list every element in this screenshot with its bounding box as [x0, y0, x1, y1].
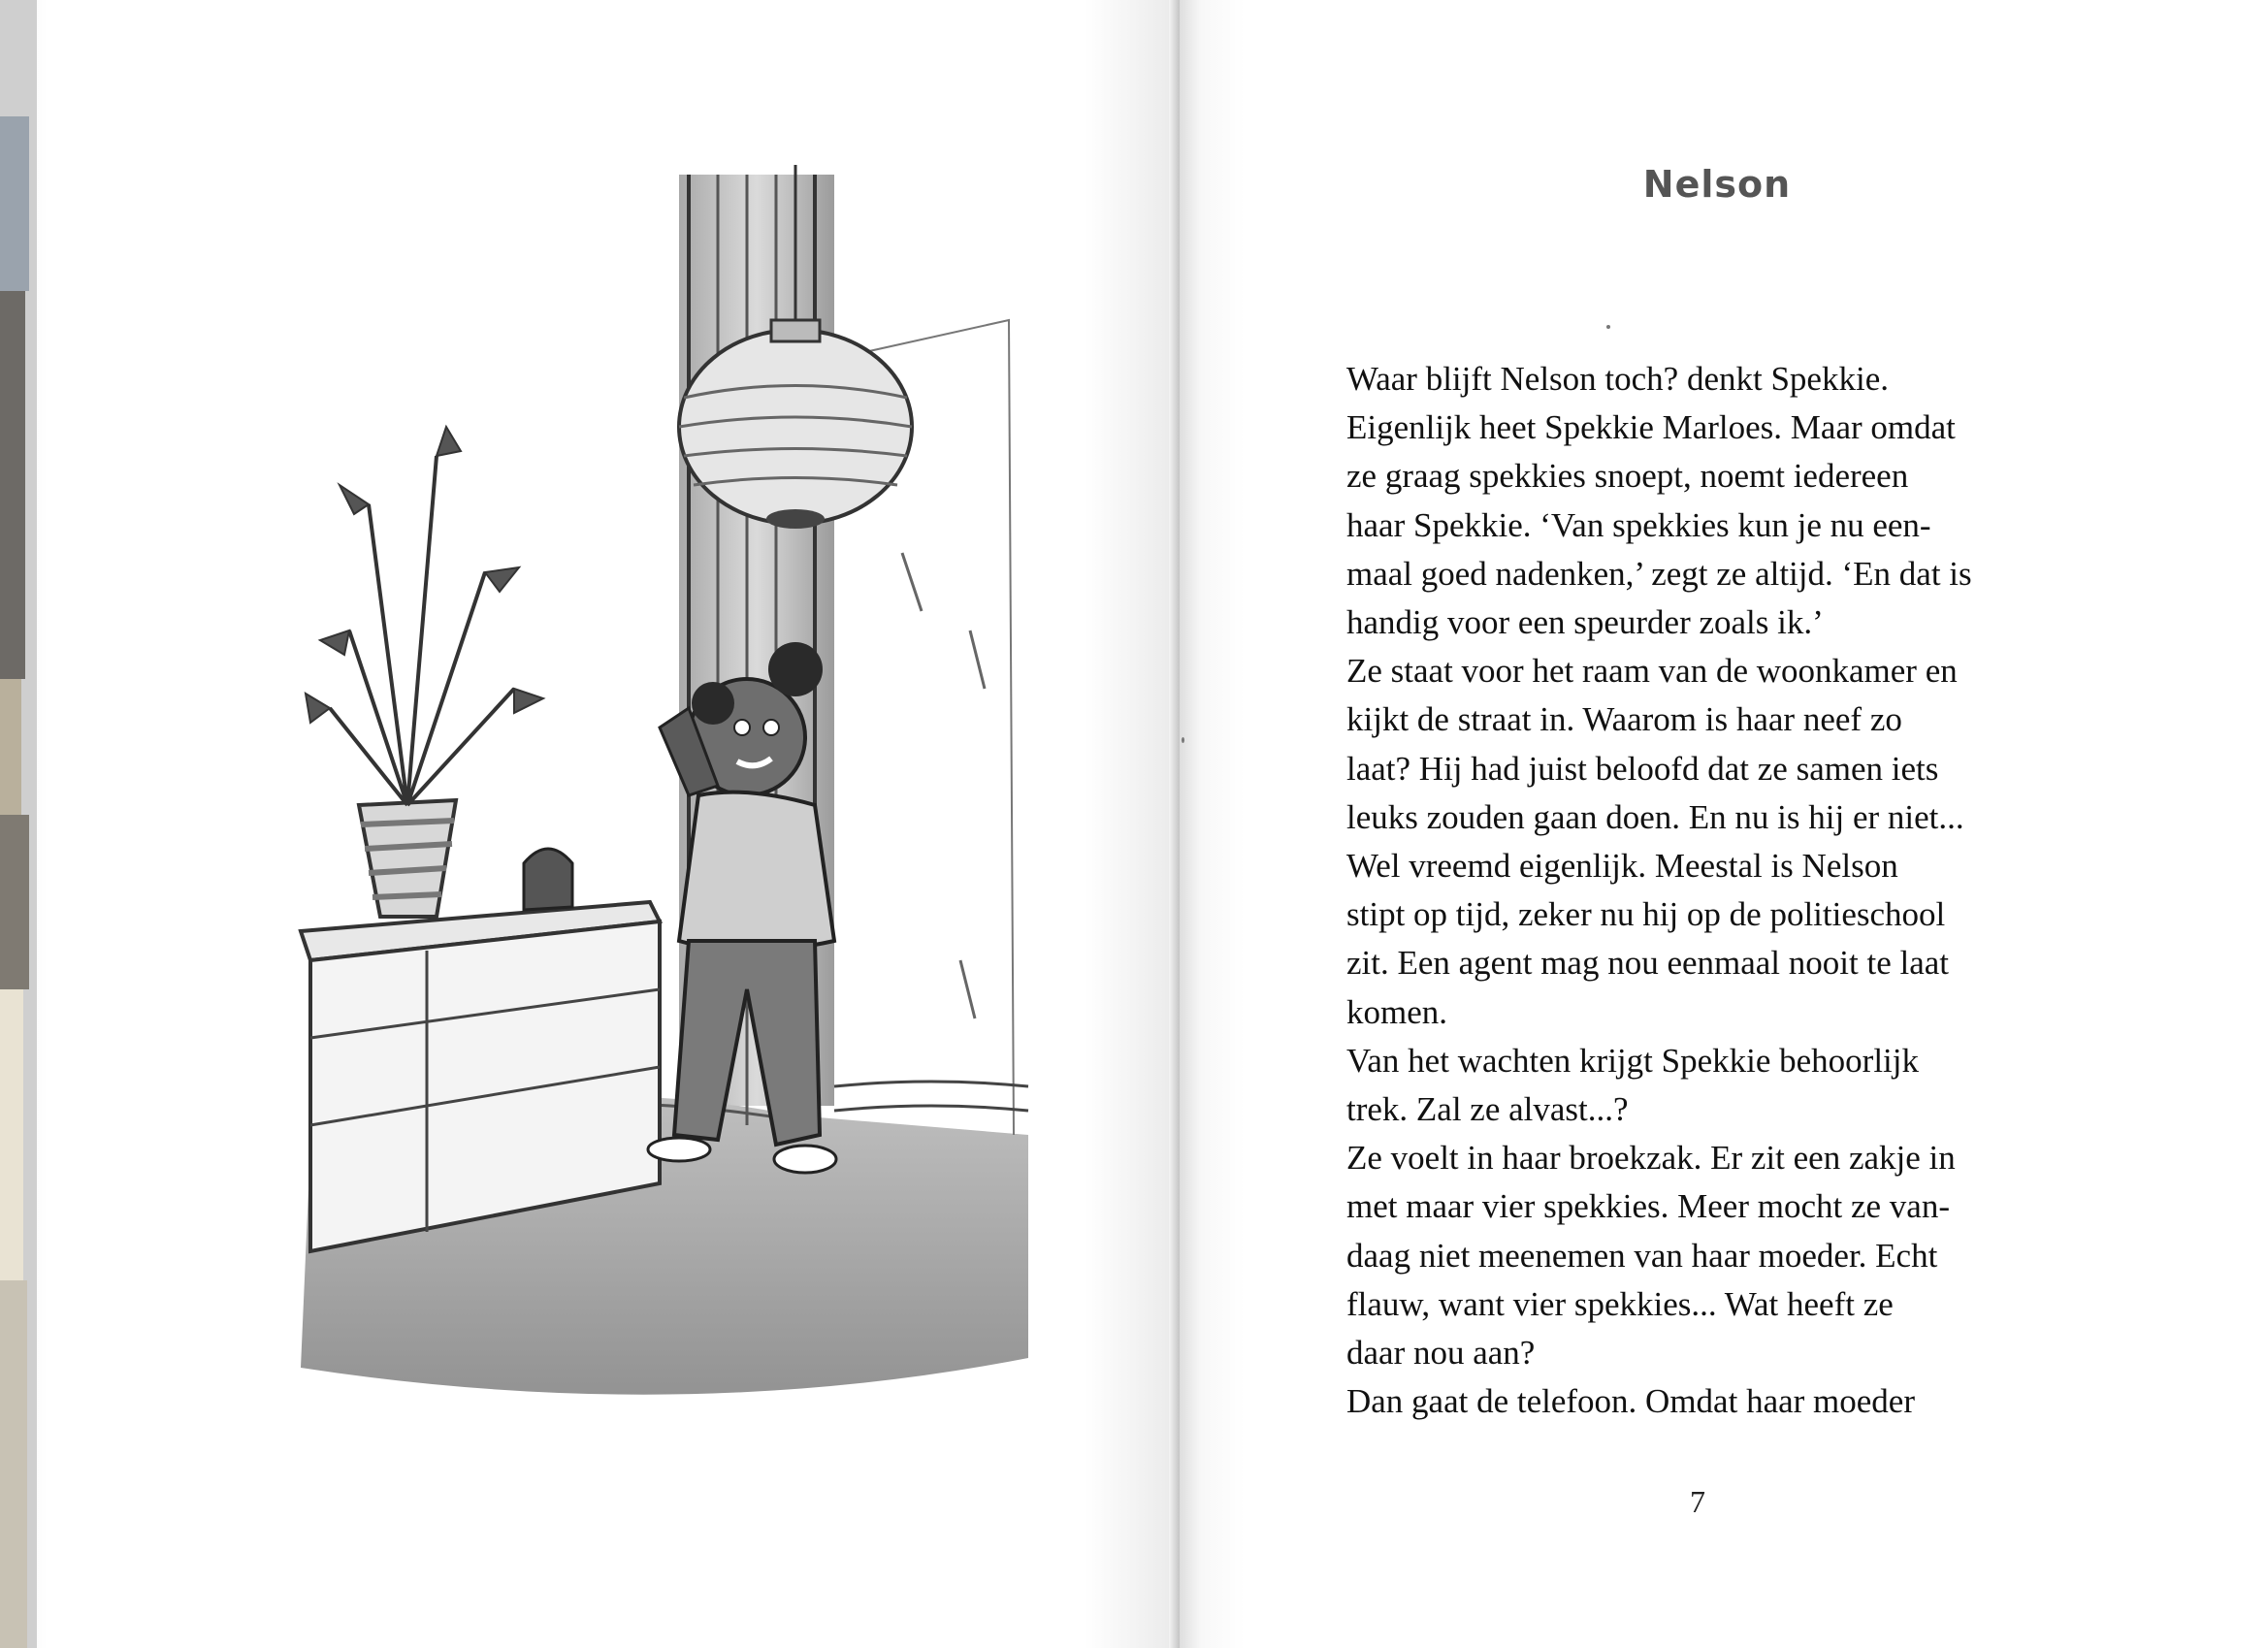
page-number: 7	[1690, 1484, 1705, 1519]
text-line: daag niet meenemen van haar moeder. Echt	[1346, 1236, 1938, 1275]
text-line: haar Spekkie. ‘Van spekkies kun je nu een-	[1346, 505, 1931, 544]
paper-speck	[1606, 325, 1610, 329]
text-line: Eigenlijk heet Spekkie Marloes. Maar omdat	[1346, 408, 1956, 447]
text-line: laat? Hij had juist beloofd dat ze samen iets	[1346, 749, 1939, 788]
paper-speck	[1182, 737, 1184, 743]
text-line: Van het wachten krijgt Spekkie behoorlijk	[1346, 1041, 1919, 1080]
text-line: trek. Zal ze alvast...?	[1346, 1090, 1629, 1129]
text-line: Dan gaat de telefoon. Omdat haar moeder	[1346, 1382, 1915, 1421]
illustration-girl-on-phone	[291, 165, 1057, 1436]
text-line: daar nou aan?	[1346, 1334, 1536, 1373]
body-text	[1346, 355, 2084, 1426]
text-line: met maar vier spekkies. Meer mocht ze van-	[1346, 1187, 1950, 1226]
text-line: maal goed nadenken,’ zegt ze altijd. ‘En dat is	[1346, 554, 1972, 593]
text-line: leuks zouden gaan doen. En nu is hij er niet...	[1346, 797, 1964, 836]
text-line: flauw, want vier spekkies... Wat heeft ze	[1346, 1284, 1894, 1323]
chapter-title: Nelson	[1642, 163, 1792, 206]
text-line: ze graag spekkies snoept, noemt iedereen	[1346, 457, 1909, 496]
text-line: Ze voelt in haar broekzak. Er zit een zakje in	[1346, 1139, 1956, 1178]
text-line: zit. Een agent mag nou eenmaal nooit te laat	[1346, 944, 1950, 983]
text-line: kijkt de straat in. Waarom is haar neef zo	[1346, 700, 1902, 739]
text-line: Wel vreemd eigenlijk. Meestal is Nelson	[1346, 847, 1898, 886]
sideboard	[301, 849, 660, 1251]
text-line: stipt op tijd, zeker nu hij op de politieschool	[1346, 895, 1946, 934]
text-line: Ze staat voor het raam van de woonkamer en	[1346, 652, 1958, 691]
text-line: komen.	[1346, 992, 1448, 1031]
text-line: handig voor een speurder zoals ik.’	[1346, 603, 1824, 642]
potted-plant	[306, 427, 543, 917]
cover-edge-strip	[0, 0, 37, 1648]
text-line: Waar blijft Nelson toch? denkt Spekkie.	[1346, 360, 1889, 398]
